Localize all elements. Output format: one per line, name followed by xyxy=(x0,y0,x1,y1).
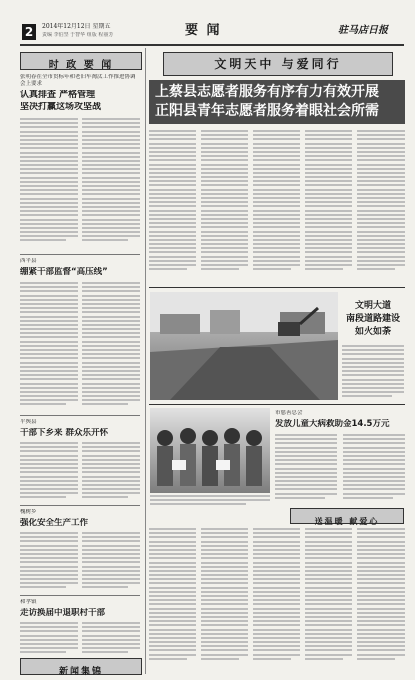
charity-footer-banner xyxy=(290,508,404,524)
header-rule xyxy=(20,44,404,46)
charity-body xyxy=(275,434,405,504)
story4-kicker: 槐树乡 xyxy=(20,509,37,515)
column-divider xyxy=(145,48,146,674)
section-title: 要 闻 xyxy=(185,23,222,38)
charity-footer-label: 送温暖 献爱心 xyxy=(314,517,380,526)
charity-title: 发放儿童大病救助金14.5万元 xyxy=(275,419,390,429)
story4-body xyxy=(20,532,140,592)
paper-name: 驻马店日报 xyxy=(338,25,388,36)
construction-scene-illustration xyxy=(150,292,338,400)
story2-kicker: 西平县 xyxy=(20,258,37,264)
children-photo xyxy=(150,408,270,493)
page-number: 2 xyxy=(22,24,36,40)
date-line: 2014年12月12日 星期五 xyxy=(42,23,111,30)
story4-title: 强化安全生产工作 xyxy=(20,518,89,528)
story2-body xyxy=(20,282,140,412)
charity-kicker: 市慈善总会 xyxy=(275,410,303,416)
feature-headline-block xyxy=(149,80,405,124)
story5-kicker: 和孝镇 xyxy=(20,599,37,605)
main-feature xyxy=(149,48,405,284)
children-photo-caption xyxy=(150,495,270,507)
feature-headline-2: 正阳县青年志愿者服务着眼社会所需 xyxy=(155,103,379,119)
section-rule xyxy=(149,404,405,405)
story2-title: 绷紧干部监督“高压线” xyxy=(20,267,108,277)
left-column xyxy=(20,48,142,676)
news-banner-label: 时 政 要 闻 xyxy=(48,60,114,71)
photo-story-title-3: 如火如荼 xyxy=(354,327,391,337)
story3-kicker: 平舆县 xyxy=(20,419,37,425)
news-collection-label: 新闻集锦 xyxy=(58,667,103,677)
children-group-illustration xyxy=(150,408,270,493)
story-divider xyxy=(20,415,140,416)
story3-body xyxy=(20,442,140,502)
story5-title: 走访换届中退职村干部 xyxy=(20,608,106,618)
editor-line: 责编 李伯坚 于智华 组版 程丽芳 xyxy=(42,32,114,38)
story-divider xyxy=(20,595,140,596)
photo-story-body xyxy=(342,345,404,401)
story1-kicker: 张明春在全市贯标年和老旧车淘汰工作推进协调会上要求 xyxy=(20,74,136,87)
story3-title: 干部下乡来 群众乐开怀 xyxy=(20,428,108,438)
photo-story-title-2: 南段道路建设 xyxy=(345,314,400,324)
feature-headline-1: 上蔡县志愿者服务有序有力有效开展 xyxy=(155,84,379,100)
feature-body xyxy=(149,130,405,282)
feature-banner-label: 文明天中 与爱同行 xyxy=(214,57,342,71)
page-header xyxy=(20,22,404,44)
story5-body xyxy=(20,622,140,656)
construction-photo xyxy=(150,292,338,400)
photo-story-title-1: 文明大道 xyxy=(354,301,391,311)
story1-title-line2: 坚决打赢这场攻坚战 xyxy=(20,102,102,112)
feature-banner xyxy=(163,52,393,76)
section-rule xyxy=(149,287,405,288)
story1-body xyxy=(20,118,140,248)
bottom-body xyxy=(149,528,405,674)
story-divider xyxy=(20,505,140,506)
news-collection-banner xyxy=(20,658,142,675)
news-banner xyxy=(20,52,142,70)
story1-title-line1: 认真排查 严格管理 xyxy=(20,90,96,100)
story-divider xyxy=(20,254,140,255)
